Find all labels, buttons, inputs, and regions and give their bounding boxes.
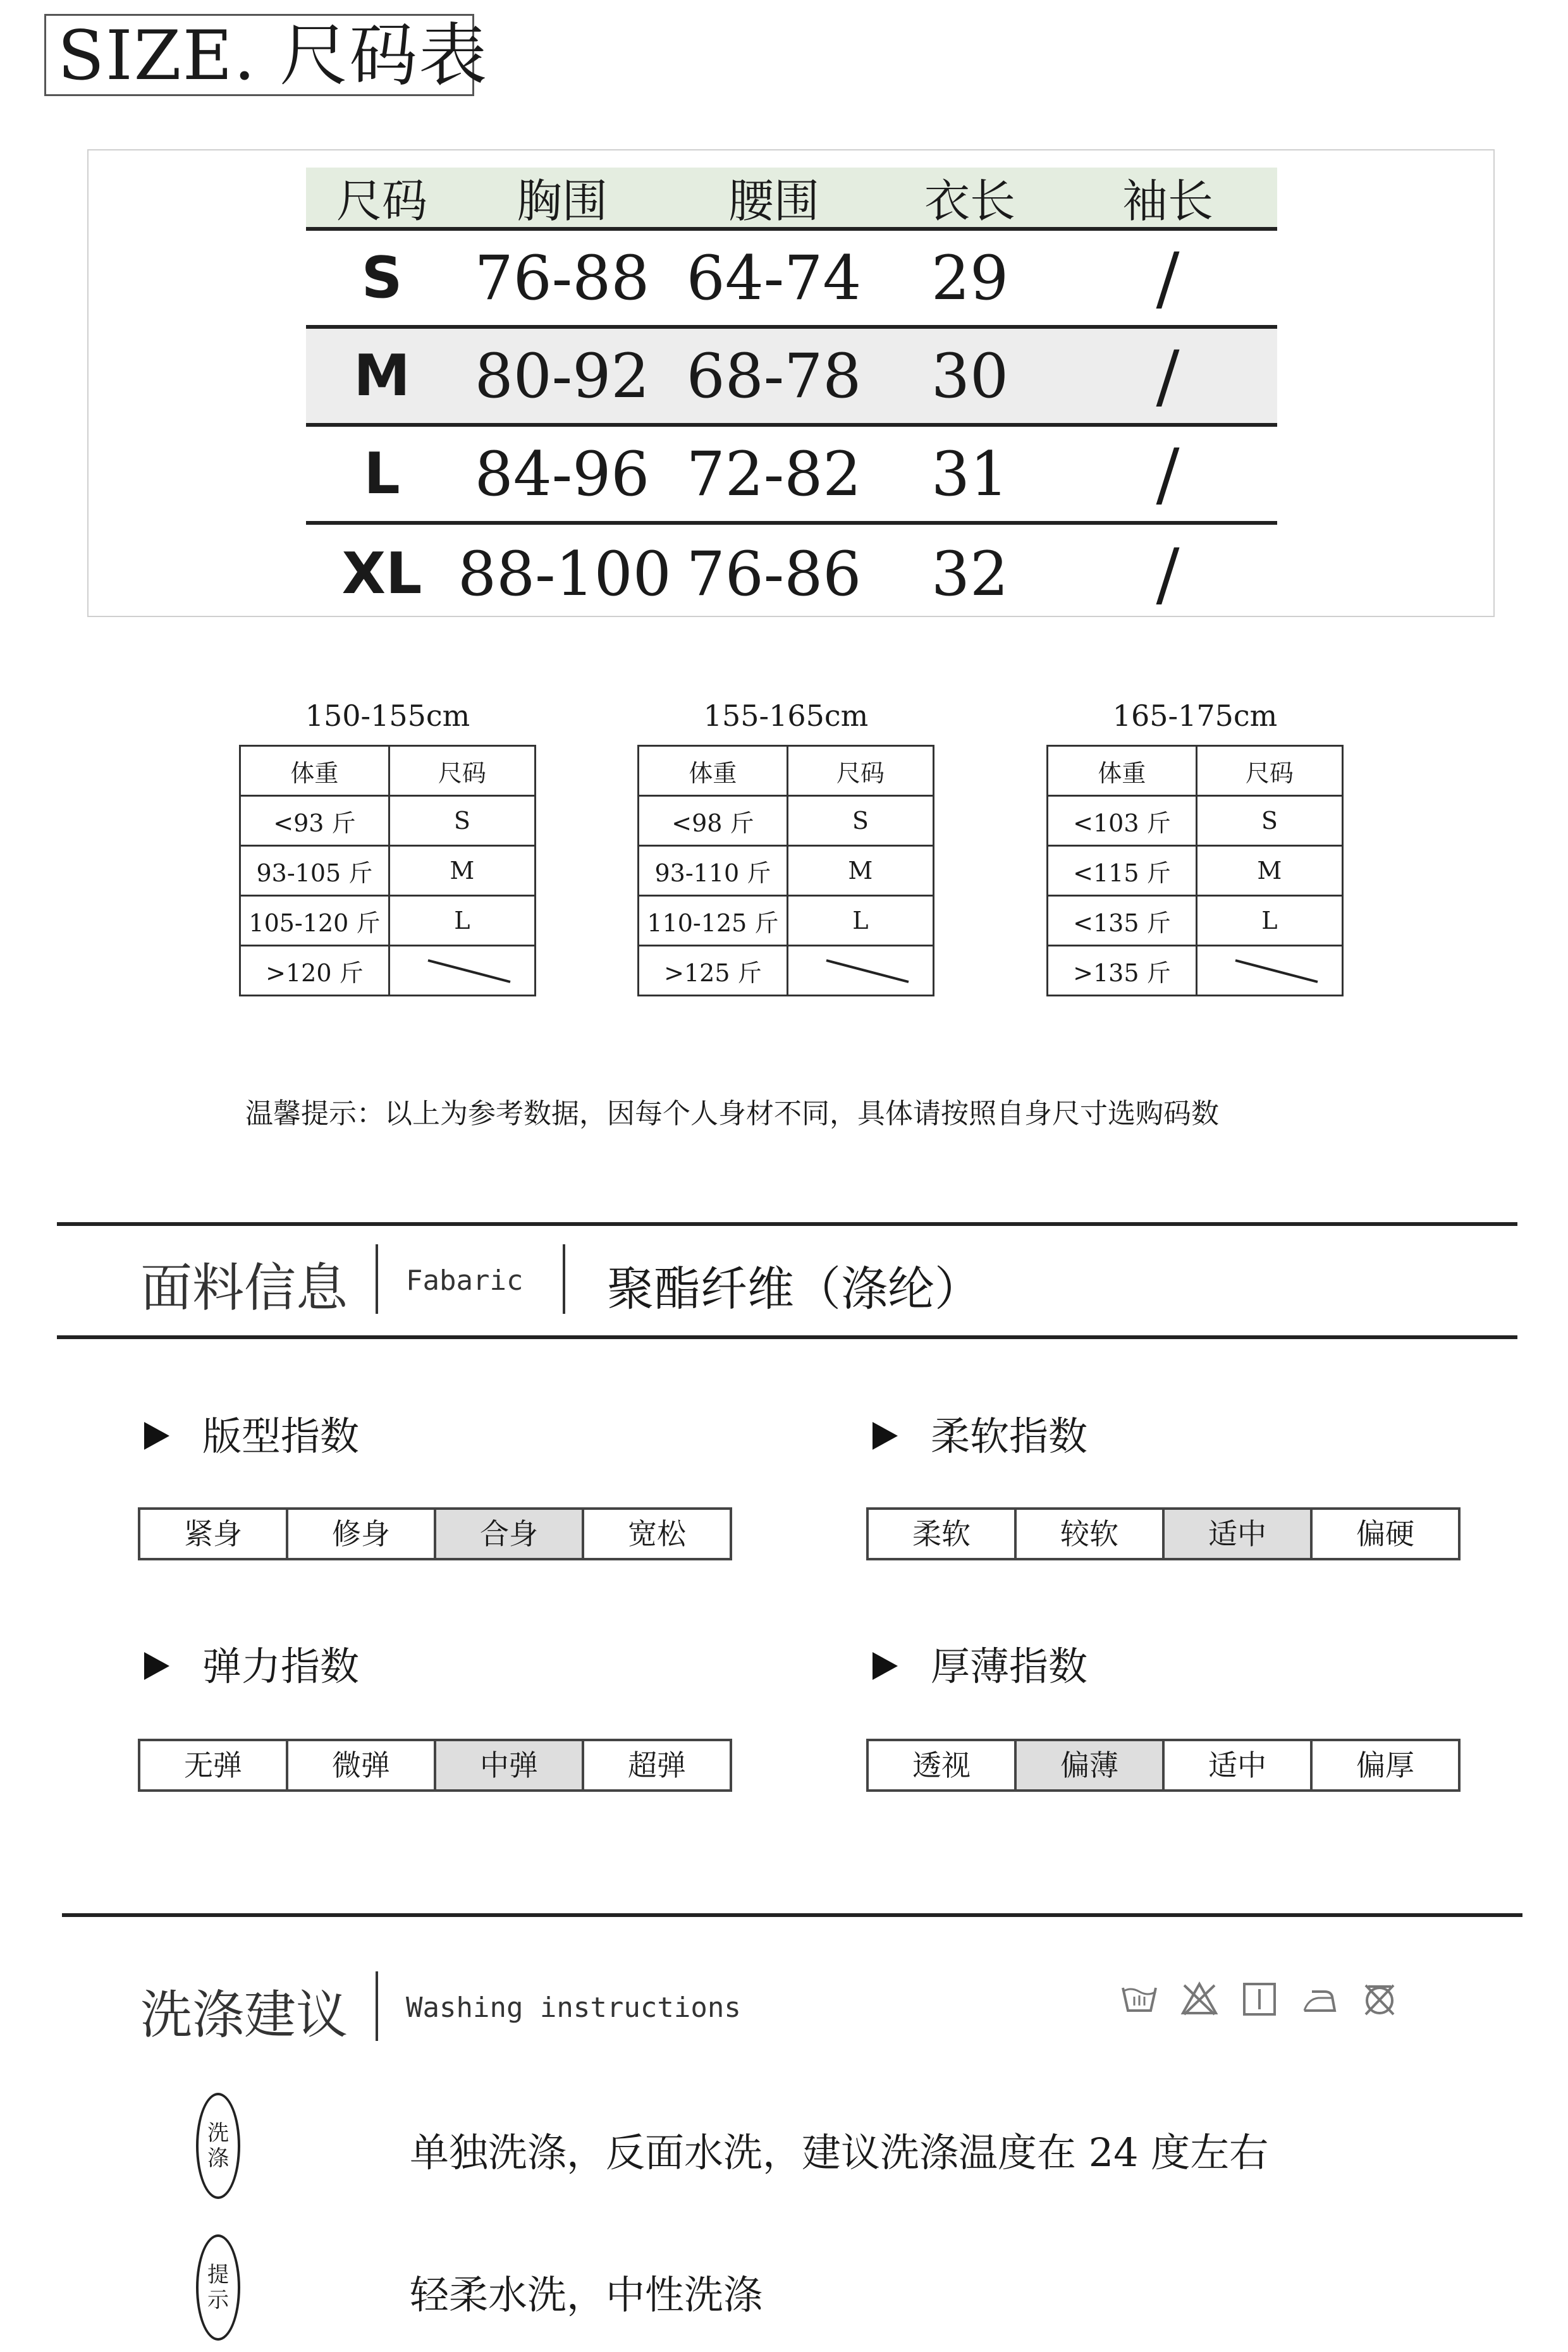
- iron-icon: [1299, 1979, 1340, 2019]
- weight-cell: <115 斤: [1048, 846, 1197, 896]
- bust-value: 84-96: [474, 438, 650, 510]
- wash-badge: 洗 涤: [196, 2093, 240, 2199]
- weight-table-3: [1046, 745, 1344, 996]
- bust-value: 76-88: [474, 242, 650, 314]
- section-divider: [62, 1913, 1522, 1917]
- section-divider: [57, 1335, 1517, 1339]
- length-value: 32: [931, 538, 1009, 609]
- elasticity-option: 无弹: [140, 1741, 288, 1789]
- weight-cell: <103 斤: [1048, 796, 1197, 846]
- no-dry-clean-icon: [1359, 1979, 1400, 2019]
- softness-option: 较软: [1017, 1510, 1165, 1558]
- softness-option: 偏硬: [1356, 1517, 1414, 1551]
- fit-option: 修身: [288, 1510, 436, 1558]
- care-icons: [1119, 1979, 1416, 2019]
- fit-option: 紧身: [140, 1510, 288, 1558]
- washing-label-en: Washing instructions: [406, 1992, 741, 2024]
- size-chart-header-row: [306, 168, 1277, 231]
- tumble-dry-icon: [1239, 1979, 1280, 2019]
- size-cell: M: [389, 846, 535, 896]
- length-value: 31: [931, 438, 1009, 510]
- divider: [376, 1244, 378, 1314]
- height-range-title: 150-155cm: [305, 699, 470, 733]
- height-range-title: 155-165cm: [703, 699, 869, 733]
- triangle-bullet-icon: [144, 1422, 169, 1450]
- sizing-tip: 温馨提示：以上为参考数据，因每个人身材不同，具体请按照自身尺寸选购码数: [245, 1098, 1219, 1130]
- weight-cell: >135 斤: [1048, 946, 1197, 996]
- elasticity-option: 超弹: [628, 1748, 686, 1782]
- hand-wash-icon: [1119, 1979, 1160, 2019]
- header-sleeve: 袖长: [1122, 175, 1213, 228]
- softness-option-selected: 适中: [1165, 1510, 1313, 1558]
- thickness-option: 透视: [869, 1741, 1017, 1789]
- sleeve-value: /: [1156, 533, 1180, 615]
- size-cell: L: [787, 896, 933, 946]
- wash-instruction-1: 单独洗涤，反面水洗，建议洗涤温度在 24 度左右: [410, 2129, 1269, 2176]
- softness-index-scale: [866, 1507, 1461, 1560]
- waist-value: 68-78: [686, 340, 862, 412]
- length-value: 30: [931, 340, 1009, 412]
- weight-cell: >125 斤: [639, 946, 788, 996]
- fabric-label: 面料信息: [140, 1258, 348, 1318]
- header-waist: 腰围: [728, 175, 819, 228]
- header-length: 衣长: [924, 175, 1015, 228]
- size-row-xl: [306, 525, 1277, 623]
- weight-cell: 93-105 斤: [240, 846, 389, 896]
- length-value: 29: [931, 242, 1009, 314]
- size-header: 尺码: [787, 746, 933, 796]
- bust-value: 88-100: [458, 538, 671, 609]
- waist-value: 76-86: [686, 538, 862, 609]
- size-cell-empty: [787, 946, 933, 996]
- sleeve-value: /: [1156, 335, 1180, 417]
- size-cell: S: [1196, 796, 1342, 846]
- fit-index-scale: [138, 1507, 732, 1560]
- elasticity-index-title: 弹力指数: [144, 1635, 359, 1691]
- weight-cell: 105-120 斤: [240, 896, 389, 946]
- waist-value: 72-82: [686, 438, 862, 510]
- elasticity-index-scale: [138, 1739, 732, 1792]
- size-row-s: [306, 231, 1277, 329]
- sleeve-value: /: [1156, 433, 1180, 515]
- fabric-value: 聚酯纤维（涤纶）: [607, 1262, 981, 1316]
- diagonal-slash-icon: [1197, 946, 1343, 995]
- header-size: 尺码: [336, 175, 427, 228]
- size-header: 尺码: [389, 746, 535, 796]
- size-row-m: [306, 329, 1277, 427]
- size-cell: M: [787, 846, 933, 896]
- weight-header: 体重: [1048, 746, 1197, 796]
- header-bust: 胸围: [516, 175, 608, 228]
- waist-value: 64-74: [686, 242, 862, 314]
- diagonal-slash-icon: [788, 946, 934, 995]
- weight-table-2: [637, 745, 934, 996]
- divider: [376, 1971, 378, 2041]
- washing-label: 洗涤建议: [140, 1985, 348, 2045]
- triangle-bullet-icon: [873, 1422, 898, 1450]
- size-cell-empty: [389, 946, 535, 996]
- size-row-l: [306, 427, 1277, 525]
- size-cell: M: [1196, 846, 1342, 896]
- size-label: L: [364, 441, 400, 507]
- size-cell: L: [389, 896, 535, 946]
- triangle-bullet-icon: [873, 1652, 898, 1680]
- section-divider: [57, 1222, 1517, 1226]
- weight-cell: <93 斤: [240, 796, 389, 846]
- weight-cell: 110-125 斤: [639, 896, 788, 946]
- size-cell: L: [1196, 896, 1342, 946]
- fit-index-title: 版型指数: [144, 1405, 359, 1461]
- divider: [563, 1244, 565, 1314]
- size-cell: S: [787, 796, 933, 846]
- page-title: SIZE. 尺码表: [44, 14, 474, 96]
- weight-cell: <98 斤: [639, 796, 788, 846]
- thickness-option: 适中: [1165, 1741, 1313, 1789]
- weight-cell: <135 斤: [1048, 896, 1197, 946]
- bust-value: 80-92: [474, 340, 650, 412]
- softness-option: 柔软: [869, 1510, 1017, 1558]
- size-cell: S: [389, 796, 535, 846]
- size-label: S: [361, 245, 403, 311]
- triangle-bullet-icon: [144, 1652, 169, 1680]
- thickness-index-scale: [866, 1739, 1461, 1792]
- sleeve-value: /: [1156, 237, 1180, 319]
- weight-cell: 93-110 斤: [639, 846, 788, 896]
- size-label: M: [353, 343, 410, 409]
- softness-index-title: 柔软指数: [873, 1405, 1087, 1461]
- weight-cell: >120 斤: [240, 946, 389, 996]
- fabric-label-en: Fabaric: [406, 1265, 524, 1297]
- thickness-option: 偏厚: [1356, 1748, 1414, 1782]
- fit-option-selected: 合身: [436, 1510, 584, 1558]
- height-range-title: 165-175cm: [1112, 699, 1278, 733]
- weight-table-1: [239, 745, 536, 996]
- size-chart-table: [306, 168, 1277, 623]
- diagonal-slash-icon: [390, 946, 536, 995]
- weight-header: 体重: [639, 746, 788, 796]
- size-cell-empty: [1196, 946, 1342, 996]
- no-bleach-icon: [1179, 1979, 1220, 2019]
- elasticity-option-selected: 中弹: [436, 1741, 584, 1789]
- wash-instruction-2: 轻柔水洗，中性洗涤: [410, 2272, 763, 2318]
- size-label: XL: [341, 541, 422, 607]
- size-header: 尺码: [1196, 746, 1342, 796]
- thickness-index-title: 厚薄指数: [873, 1635, 1087, 1691]
- fit-option: 宽松: [628, 1517, 686, 1551]
- tip-badge: 提 示: [196, 2234, 240, 2341]
- thickness-option-selected: 偏薄: [1017, 1741, 1165, 1789]
- weight-header: 体重: [240, 746, 389, 796]
- elasticity-option: 微弹: [288, 1741, 436, 1789]
